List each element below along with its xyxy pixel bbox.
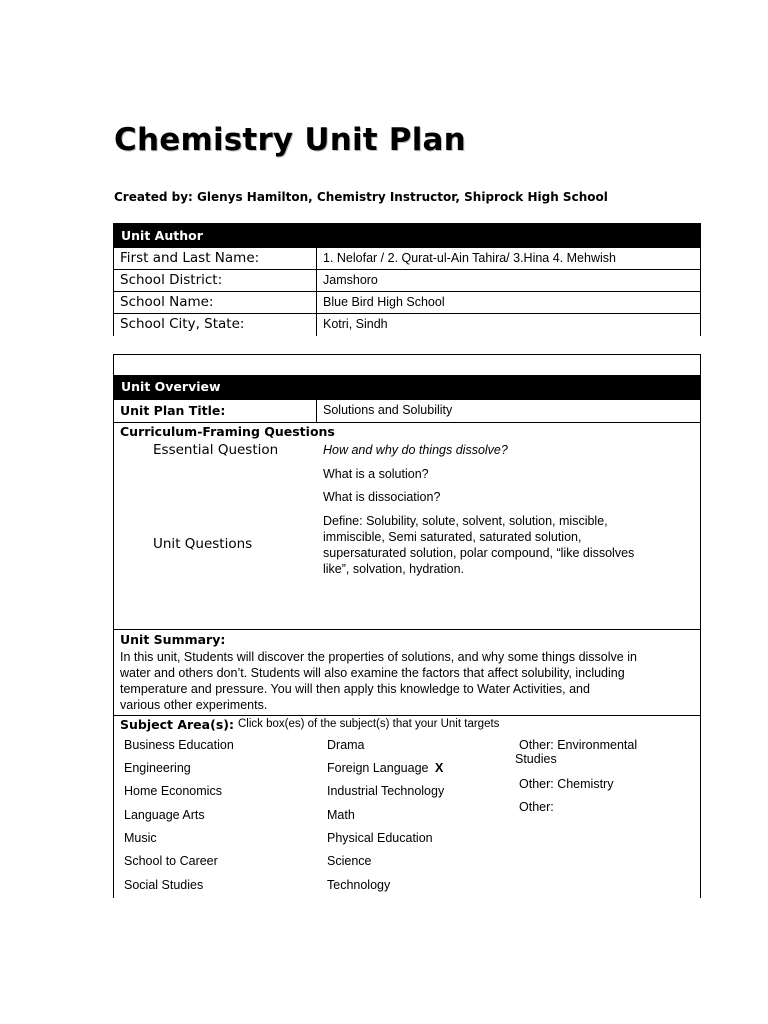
subject-business-education[interactable]: Business Education xyxy=(124,738,234,752)
unit-summary-line: water and others don’t. Students will also examine the factors that affect solubility, including xyxy=(120,666,625,680)
curriculum-framing-label: Curriculum-Framing Questions xyxy=(120,424,335,439)
subject-science[interactable]: Science xyxy=(327,854,372,868)
subject-drama[interactable]: Drama xyxy=(327,738,365,752)
subject-area-cell xyxy=(114,716,701,899)
table-row xyxy=(114,248,701,270)
unit-overview-header: Unit Overview xyxy=(114,375,700,399)
table-row xyxy=(114,400,701,423)
unit-summary-line: temperature and pressure. You will then apply this knowledge to Water Activities, and xyxy=(120,682,590,696)
unit-question-3-line: supersaturated solution, polar compound, “like dissolves xyxy=(323,546,635,560)
subject-industrial-technology[interactable]: Industrial Technology xyxy=(327,784,445,798)
essential-question-value[interactable]: How and why do things dissolve? xyxy=(323,443,508,457)
table-row xyxy=(114,314,701,336)
page-title: Chemistry Unit Plan xyxy=(114,122,466,158)
subject-other-line: Studies xyxy=(515,752,557,766)
overview-spacer xyxy=(114,355,700,375)
unit-questions-label: Unit Questions xyxy=(153,536,253,552)
table-row xyxy=(114,423,701,630)
subject-area-label: Subject Area(s): xyxy=(120,717,234,732)
school-district-value[interactable]: Jamshoro xyxy=(317,270,701,292)
subject-other-blank[interactable]: Other: xyxy=(519,800,554,814)
subject-engineering[interactable]: Engineering xyxy=(124,761,191,775)
unit-overview-table xyxy=(113,399,701,898)
subject-other-environmental[interactable] xyxy=(515,738,638,766)
created-by-line: Created by: Glenys Hamilton, Chemistry Instructor, Shiprock High School xyxy=(114,190,608,204)
unit-question-1[interactable]: What is a solution? xyxy=(323,467,429,481)
unit-summary-line: various other experiments. xyxy=(120,698,268,712)
subject-physical-education[interactable]: Physical Education xyxy=(327,831,433,845)
school-name-label: School Name: xyxy=(114,292,317,314)
author-name-label: First and Last Name: xyxy=(114,248,317,270)
subject-home-economics[interactable]: Home Economics xyxy=(124,784,222,798)
unit-author-section xyxy=(113,223,701,336)
unit-summary-line: In this unit, Students will discover the properties of solutions, and why some things dissolve in xyxy=(120,650,637,664)
subject-math[interactable]: Math xyxy=(327,808,355,822)
unit-plan-title-label: Unit Plan Title: xyxy=(114,400,317,423)
unit-question-2[interactable]: What is dissociation? xyxy=(323,490,441,504)
unit-summary-text[interactable] xyxy=(114,647,700,715)
unit-question-3-line: Define: Solubility, solute, solvent, solution, miscible, xyxy=(323,514,608,528)
table-row xyxy=(114,630,701,716)
unit-author-table xyxy=(113,247,701,336)
school-district-label: School District: xyxy=(114,270,317,292)
subject-foreign-language[interactable] xyxy=(327,761,443,775)
subject-other-chemistry[interactable]: Other: Chemistry xyxy=(519,777,614,791)
subject-other-line: Other: Environmental xyxy=(519,738,638,752)
subject-technology[interactable]: Technology xyxy=(327,878,391,892)
unit-author-header: Unit Author xyxy=(113,223,701,247)
subject-school-to-career[interactable]: School to Career xyxy=(124,854,218,868)
unit-question-3[interactable] xyxy=(323,513,634,577)
school-city-value[interactable]: Kotri, Sindh xyxy=(317,314,701,336)
unit-question-3-line: immiscible, Semi saturated, saturated solution, xyxy=(323,530,582,544)
subject-area-instruction: Click box(es) of the subject(s) that your Unit targets xyxy=(238,718,500,730)
subject-social-studies[interactable]: Social Studies xyxy=(124,878,204,892)
table-row xyxy=(114,716,701,899)
school-city-label: School City, State: xyxy=(114,314,317,336)
subject-language-arts[interactable]: Language Arts xyxy=(124,808,205,822)
essential-question-label: Essential Question xyxy=(153,442,279,458)
table-row xyxy=(114,270,701,292)
unit-question-3-line: like”, solvation, hydration. xyxy=(323,562,465,576)
selected-mark: X xyxy=(434,761,444,775)
subject-music[interactable]: Music xyxy=(124,831,157,845)
author-name-value[interactable]: 1. Nelofar / 2. Qurat-ul-Ain Tahira/ 3.Hina 4. Mehwish xyxy=(317,248,701,270)
curriculum-framing-cell xyxy=(114,423,701,630)
subject-foreign-language-label: Foreign Language xyxy=(327,761,429,775)
unit-overview-section xyxy=(113,354,701,898)
table-row xyxy=(114,292,701,314)
unit-summary-cell xyxy=(114,630,701,716)
school-name-value[interactable]: Blue Bird High School xyxy=(317,292,701,314)
unit-summary-label: Unit Summary: xyxy=(120,632,226,647)
unit-plan-title-value[interactable]: Solutions and Solubility xyxy=(317,400,701,423)
